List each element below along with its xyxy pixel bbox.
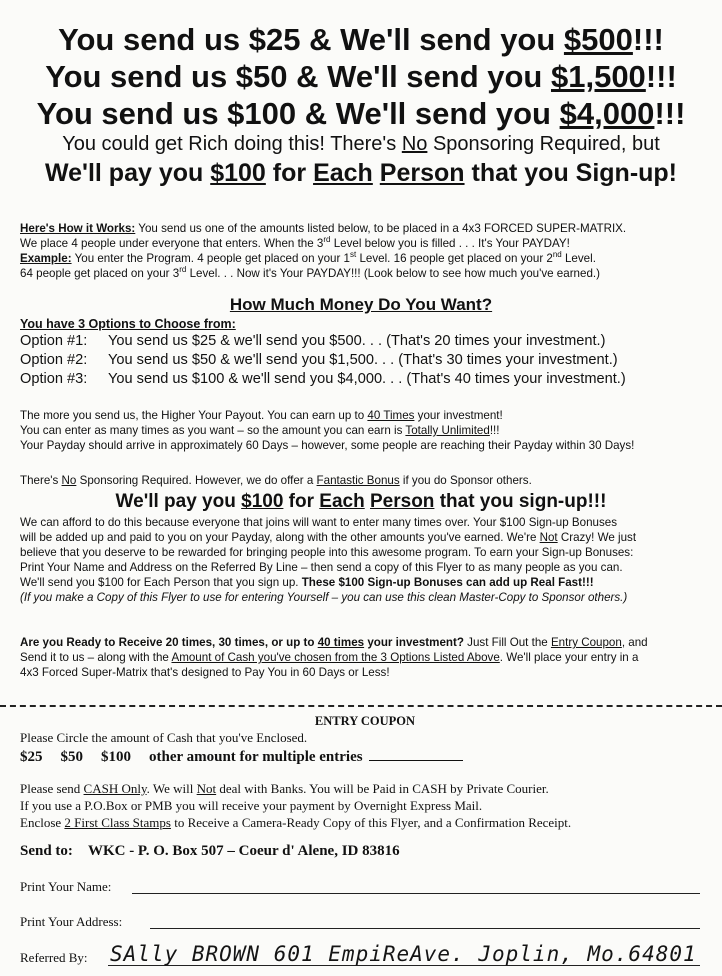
bonus-section (20, 515, 710, 605)
payout-line-1: The more you send us, the Higher Your Payout. You can earn up to 40 Times your investment! (20, 409, 503, 422)
ready-line-2: Send it to us – along with the Amount of Cash you've chosen from the 3 Options Listed Above. We'll place your entry in a (20, 651, 639, 664)
other-amount-field[interactable] (369, 748, 463, 761)
coupon-title: ENTRY COUPON (314, 714, 416, 728)
headline-2: You send us $50 & We'll send you $1,500!!! (45, 59, 677, 94)
amount-100[interactable]: $100 (101, 749, 131, 765)
address-label: Print Your Address: (20, 914, 123, 929)
send-to-line: Send to: WKC - P. O. Box 507 – Coeur d' Alene, ID 83816 (20, 843, 400, 859)
name-label: Print Your Name: (20, 879, 112, 894)
bonus-line-2: will be added up and paid to you on your Payday, along with the other amounts you've earned. We're Not Crazy! We just (20, 531, 637, 544)
bonus-line-3: believe that you deserve to be rewarded for bringing people into this awesome program. To earn your Sign-up Bonuses: (20, 546, 634, 559)
coupon-cash-line: Please send CASH Only. We will Not deal with Banks. You will be Paid in CASH by Private Courier. (20, 781, 549, 796)
ready-line-3: 4x3 Forced Super-Matrix that's designed to Pay You in 60 Days or Less! (20, 666, 390, 679)
headline-5: We'll pay you $100 for Each Person that you Sign-up! (44, 159, 678, 187)
headline-1: You send us $25 & We'll send you $500!!! (58, 22, 664, 57)
bonus-line-4: Print Your Name and Address on the Referred By Line – then send a copy of this Flyer to as many people as you can. (20, 561, 623, 574)
referred-by-label: Referred By: (20, 950, 88, 965)
ready-line-1: Are you Ready to Receive 20 times, 30 times, or up to 40 times your investment? Just Fill Out the Entry Coupon, and (20, 636, 648, 649)
bonus-line-6: (If you make a Copy of this Flyer to use for entering Yourself – you can use this clean Master-Copy to Sponsor others.) (20, 591, 628, 604)
headline-4: You could get Rich doing this! There's No Sponsoring Required, but (62, 133, 660, 155)
headline-3: You send us $100 & We'll send you $4,000!!! (36, 96, 686, 131)
how-line-3: Example: You enter the Program. 4 people get placed on your 1st Level. 16 people get placed on your 2nd Level. (20, 250, 596, 265)
option-row-3: Option #3: You send us $100 & we'll send you $4,000. . . (That's 40 times your investment.) (20, 371, 626, 387)
money-heading: How Much Money Do You Want? (229, 295, 493, 314)
options-heading: You have 3 Options to Choose from: (20, 317, 236, 331)
address-input-line[interactable] (150, 928, 700, 929)
sponsor-line (20, 473, 710, 488)
how-line-2: We place 4 people under everyone that enters. When the 3rd Level below you is filled . . . It's Your PAYDAY! (20, 235, 570, 250)
amount-50[interactable]: $50 (60, 749, 83, 765)
headline-block (0, 21, 722, 189)
how-line-1: Here's How it Works: You send us one of the amounts listed below, to be placed in a 4x3 FORCED SUPER-MATRIX. (20, 222, 627, 235)
referred-by-handwriting: SAlly BROWN 601 EmpiReAve. Joplin, Mo.64801 (110, 942, 697, 966)
bonus-heading: We'll pay you $100 for Each Person that you sign-up!!! (115, 491, 607, 512)
bonus-line-5: We'll send you $100 for Each Person that you sign up. These $100 Sign-up Bonuses can add up Real Fast!!! (20, 576, 594, 589)
options-section (20, 316, 710, 389)
payout-line-3: Your Payday should arrive in approximately 60 Days – however, some people are reaching their Payday within 30 Days! (20, 439, 635, 452)
coupon-circle-instruction: Please Circle the amount of Cash that you've Enclosed. (20, 730, 308, 745)
coupon-amounts (20, 748, 710, 766)
option-row-2: Option #2: You send us $50 & we'll send you $1,500. . . (That's 30 times your investment.) (20, 352, 618, 368)
sponsor-text: There's No Sponsoring Required. However, we do offer a Fantastic Bonus if you do Sponsor others. (20, 474, 532, 487)
ready-section (20, 635, 710, 680)
bonus-line-1: We can afford to do this because everyone that joins will want to enter many times over. Your $100 Sign-up Bonuses (20, 516, 618, 529)
payout-line-2: You can enter as many times as you want – so the amount you can earn is Totally Unlimited!!! (20, 424, 500, 437)
name-input-line[interactable] (132, 893, 700, 894)
how-it-works (20, 221, 710, 281)
amount-25[interactable]: $25 (20, 749, 43, 765)
option-row-1: Option #1: You send us $25 & we'll send you $500. . . (That's 20 times your investment.) (20, 333, 606, 349)
other-amount-label: other amount for multiple entries (149, 749, 363, 765)
coupon-pobox-line: If you use a P.O.Box or PMB you will receive your payment by Overnight Express Mail. (20, 798, 483, 813)
coupon-stamps-line: Enclose 2 First Class Stamps to Receive a Camera-Ready Copy of this Flyer, and a Confirmation Receipt. (20, 815, 572, 830)
entry-coupon (20, 714, 710, 860)
how-line-4: 64 people get placed on your 3rd Level. . . Now it's Your PAYDAY!!! (Look below to see how much you've earned.) (20, 265, 600, 280)
cut-line-divider (0, 705, 722, 707)
payout-section (20, 408, 710, 453)
